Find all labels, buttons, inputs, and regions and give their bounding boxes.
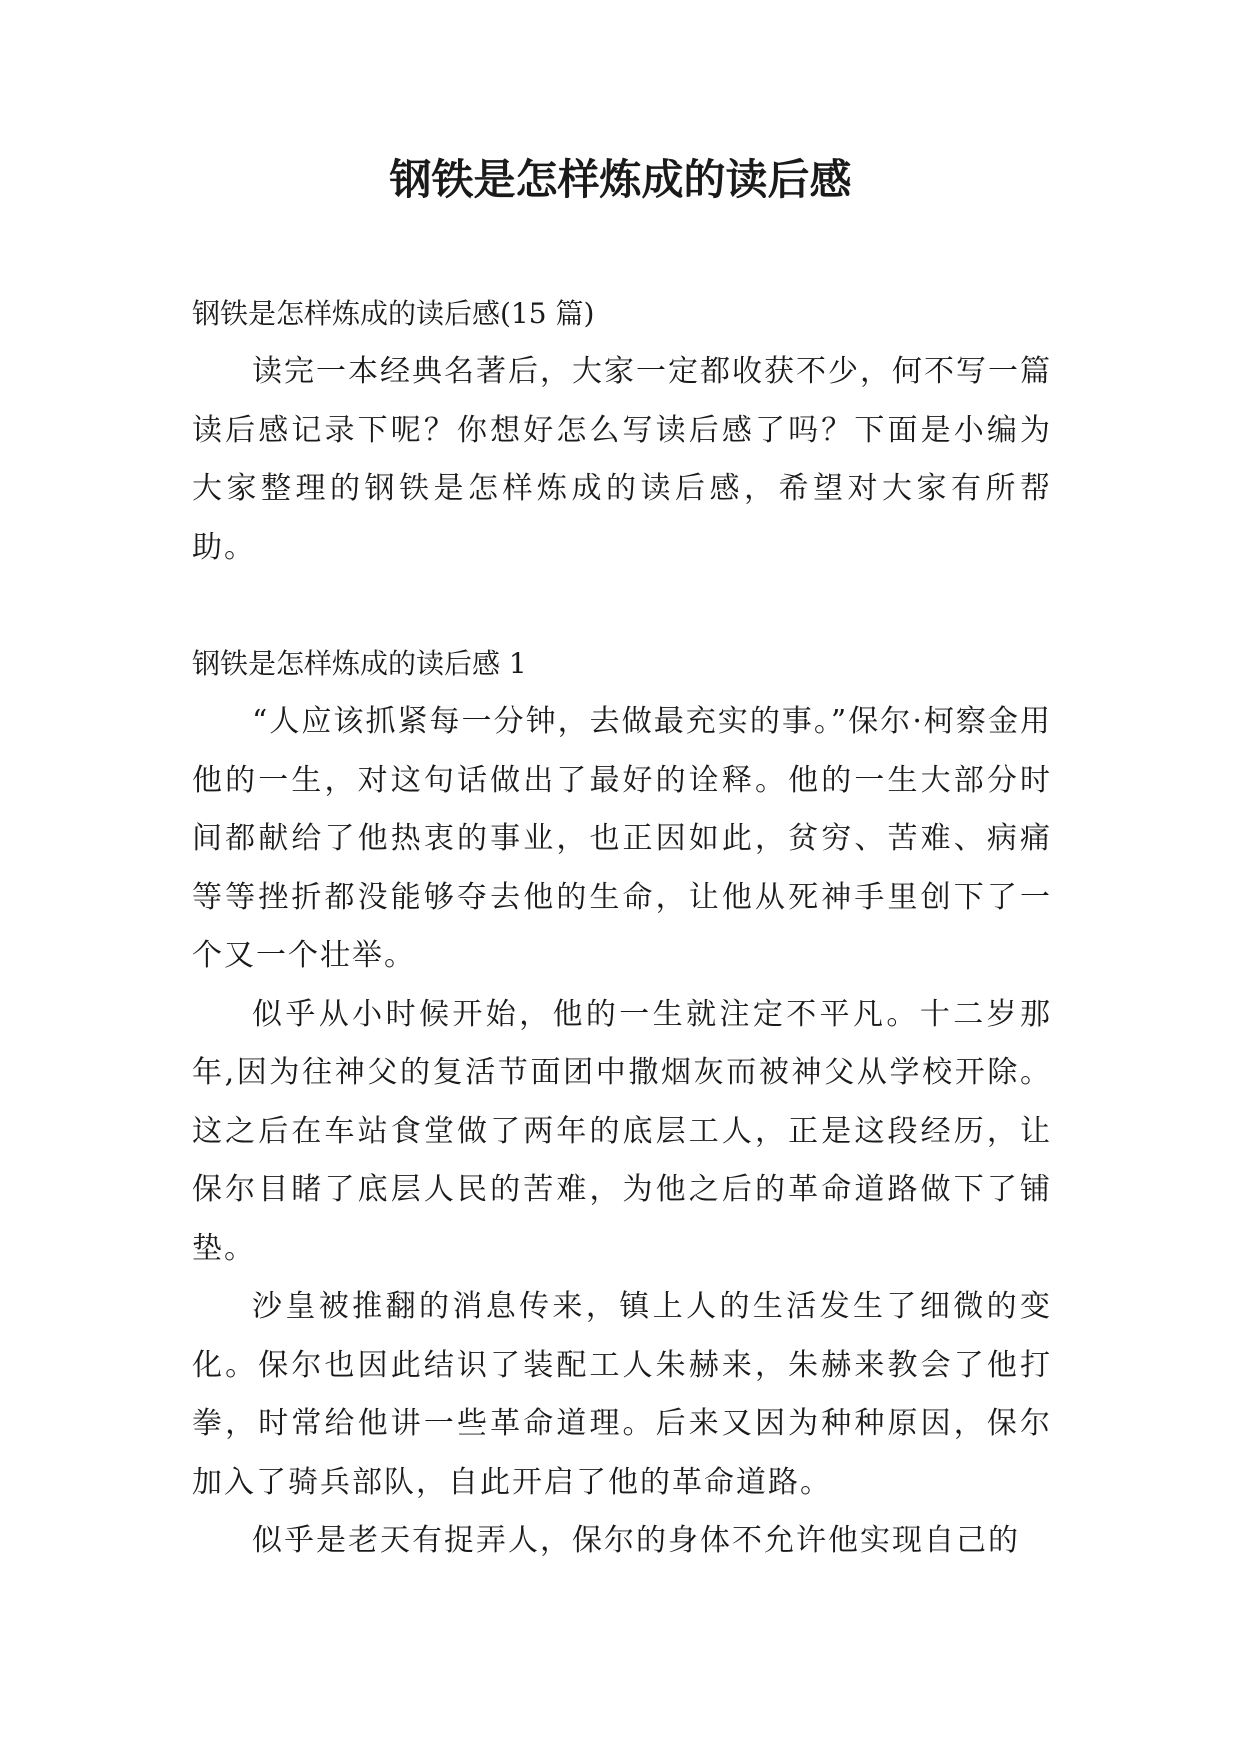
document-subtitle: 钢铁是怎样炼成的读后感(15 篇)	[192, 297, 595, 330]
body-paragraph: 沙皇被推翻的消息传来，镇上人的生活发生了细微的变化。保尔也因此结识了装配工人朱赫来，朱赫来教会了他打拳，时常给他讲一些革命道理。后来又因为种种原因，保尔加入了骑兵部队，自此开启了他的革命道路。	[192, 1289, 1052, 1500]
intro-paragraph: 读完一本经典名著后，大家一定都收获不少，何不写一篇读后感记录下呢？你想好怎么写读后感了吗？下面是小编为大家整理的钢铁是怎样炼成的读后感，希望对大家有所帮助。	[192, 354, 1052, 565]
body-paragraph: “人应该抓紧每一分钟，去做最充实的事。”保尔·柯察金用他的一生，对这句话做出了最好的诠释。他的一生大部分时间都献给了他热衷的事业，也正因如此，贫穷、苦难、病痛等等挫折都没能够夺去他的生命，让他从死神手里创下了一个又一个壮举。	[192, 704, 1052, 973]
body-paragraph: 似乎从小时候开始，他的一生就注定不平凡。十二岁那年,因为往神父的复活节面团中撒烟灰而被神父从学校开除。这之后在车站食堂做了两年的底层工人，正是这段经历，让保尔目睹了底层人民的苦难，为他之后的革命道路做下了铺垫。	[192, 996, 1052, 1266]
document-title: 钢铁是怎样炼成的读后感	[389, 155, 852, 204]
section-spacer	[192, 577, 1052, 635]
body-paragraph: 似乎是老天有捉弄人，保尔的身体不允许他实现自己的	[252, 1523, 1020, 1558]
section-heading: 钢铁是怎样炼成的读后感 1	[192, 647, 527, 680]
document-body	[192, 285, 1052, 1571]
